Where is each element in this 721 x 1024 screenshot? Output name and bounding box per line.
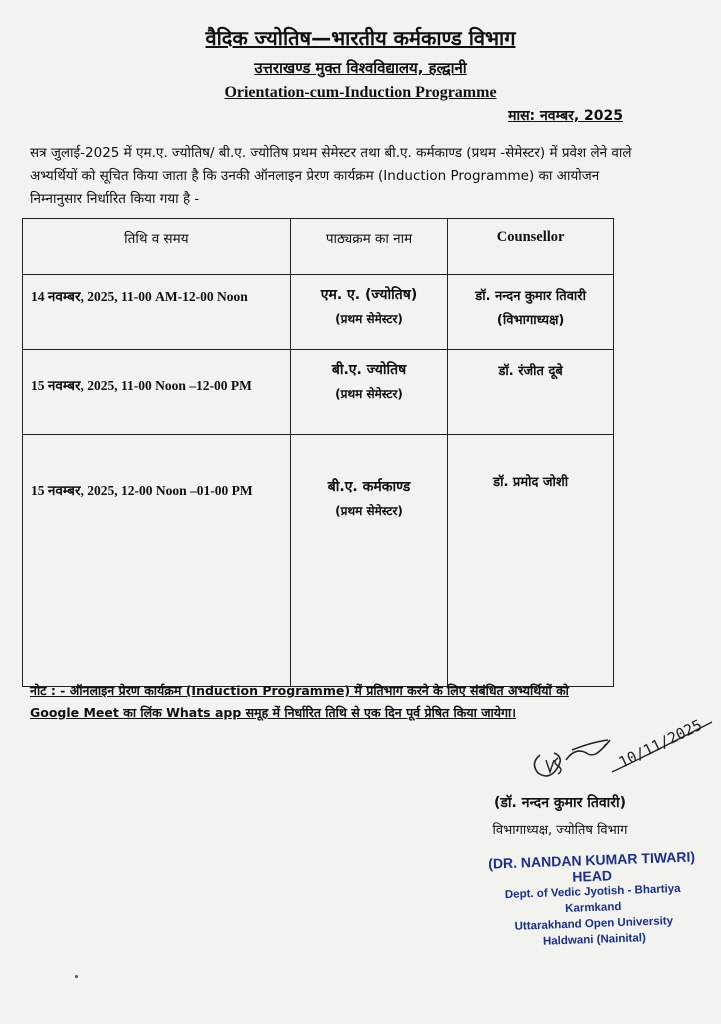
- stamp-title: HEAD: [572, 867, 613, 885]
- handwritten-signature: [500, 710, 720, 790]
- course-semester: (प्रथम सेमेस्टर): [335, 387, 403, 401]
- row-course: [290, 350, 448, 435]
- row-date: 15 नवम्बर, 2025, 11-00 Noon –12-00 PM: [23, 350, 291, 435]
- university-name: उत्तराखण्ड मुक्त विश्वविद्यालय, हल्द्वानी: [254, 59, 467, 77]
- table-header-row: [23, 219, 614, 275]
- header-course: पाठ्यक्रम का नाम: [290, 219, 448, 275]
- course-name: बी.ए. ज्योतिष: [331, 362, 407, 378]
- paper-speck: [75, 975, 78, 978]
- stamp-university: Uttarakhand Open University: [514, 915, 674, 933]
- counsellor-name: डॉ. रंजीत दूबे: [498, 364, 563, 379]
- counsellor-name: डॉ. नन्दन कुमार तिवारी: [475, 289, 586, 304]
- row-counsellor: [448, 435, 614, 687]
- row-date: 15 नवम्बर, 2025, 12-00 Noon –01-00 PM: [23, 435, 291, 687]
- course-name: बी.ए. कर्मकाण्ड: [327, 479, 411, 495]
- counsellor-role: (विभागाध्यक्ष): [496, 313, 565, 328]
- row-course: [290, 435, 448, 687]
- note-line-2: Google Meet का लिंक Whats app समूह में निर्धारित तिथि से एक दिन पूर्व प्रेषित किया जायेगा।: [30, 705, 516, 720]
- note-line-1: नोट : - ऑनलाइन प्रेरण कार्यक्रम (Induction Programme) में प्रतिभाग करने के लिए संबंधित अभ्यर्थियों को: [30, 683, 569, 698]
- course-name: एम. ए. (ज्योतिष): [320, 287, 418, 303]
- department-title: वैदिक ज्योतिष—भारतीय कर्मकाण्ड विभाग: [205, 26, 516, 50]
- header-counsellor: Counsellor: [448, 219, 614, 275]
- header-date-time: तिथि व समय: [23, 219, 291, 275]
- schedule-table: [22, 218, 614, 687]
- month-label: मास: नवम्बर, 2025: [508, 108, 623, 124]
- course-semester: (प्रथम सेमेस्टर): [335, 312, 403, 326]
- stamp-name: (DR. NANDAN KUMAR TIWARI): [487, 848, 696, 872]
- course-semester: (प्रथम सेमेस्टर): [335, 504, 403, 518]
- programme-title: Orientation-cum-Induction Programme: [224, 84, 497, 101]
- row-date: 14 नवम्बर, 2025, 11-00 AM-12-00 Noon: [23, 275, 291, 350]
- table-row: [23, 435, 614, 687]
- signatory-designation: विभागाध्यक्ष, ज्योतिष विभाग: [492, 823, 628, 838]
- table-row: [23, 275, 614, 350]
- intro-paragraph: सत्र जुलाई-2025 में एम.ए. ज्योतिष/ बी.ए. ज्योतिष प्रथम सेमेस्टर तथा बी.ए. कर्मकाण्ड (प्रथम -सेमेस्टर) में प्रवेश लेने वाले अभ्यर्थियों को सूचित किया जाता है कि उनकी ऑनलाइन प्रेरण कार्यक्रम (Induction Programme) का आयोजन निम्नानुसार निर्धारित किया गया है -: [30, 145, 632, 207]
- stamp-dept: Dept. of Vedic Jyotish - Bhartiya Karmkand: [504, 882, 681, 915]
- stamp-place: Haldwani (Nainital): [542, 932, 647, 948]
- svg-text:10/11/2025: 10/11/2025: [615, 715, 705, 772]
- signatory-name: (डॉ. नन्दन कुमार तिवारी): [494, 795, 626, 811]
- row-counsellor: [448, 350, 614, 435]
- row-course: [290, 275, 448, 350]
- table-row: [23, 350, 614, 435]
- official-stamp: [476, 848, 709, 952]
- row-counsellor: [448, 275, 614, 350]
- counsellor-name: डॉ. प्रमोद जोशी: [493, 475, 569, 490]
